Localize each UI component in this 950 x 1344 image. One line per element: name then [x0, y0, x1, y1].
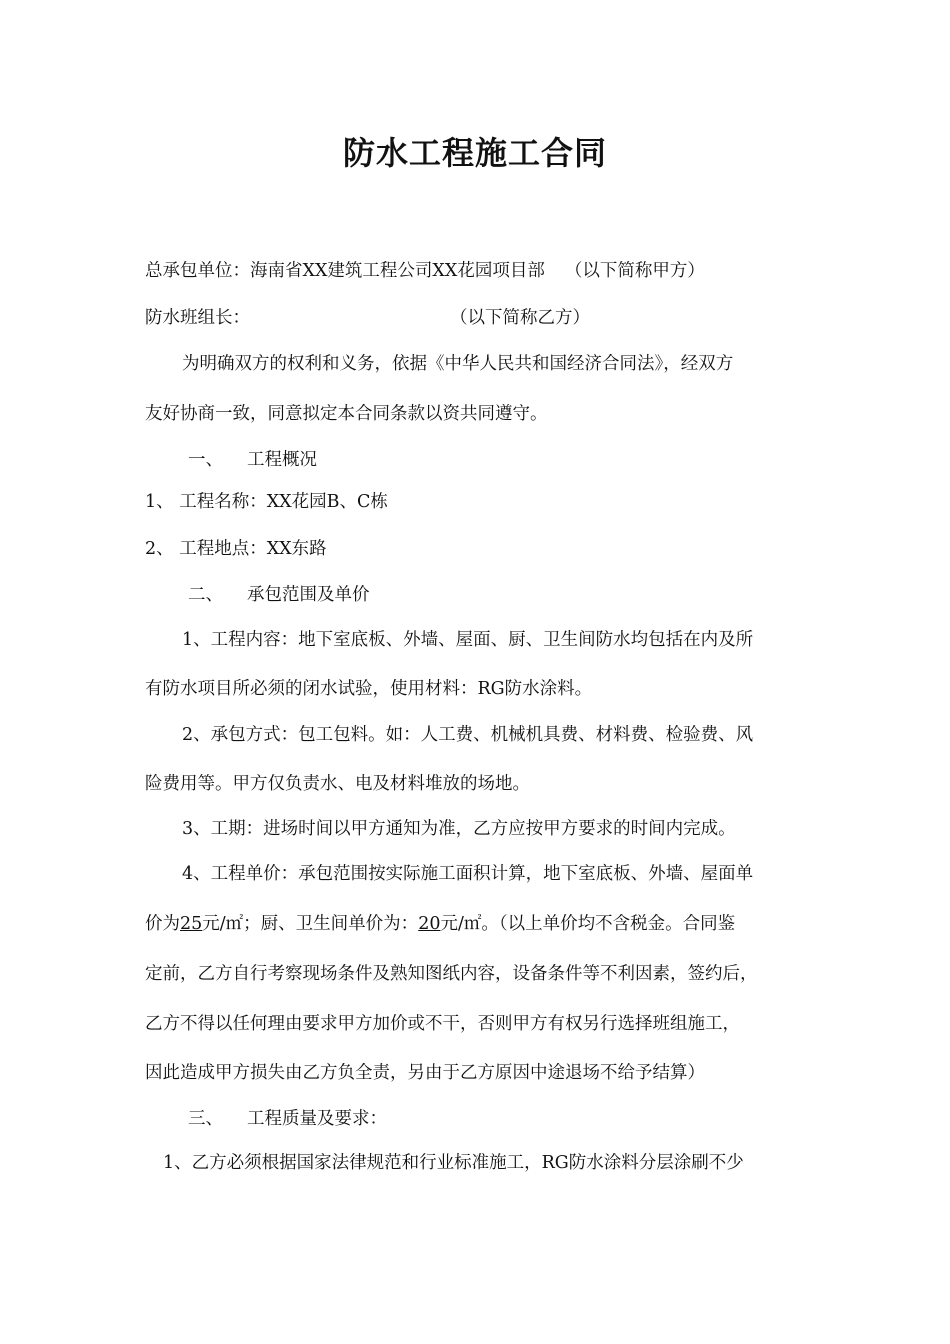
party-b-line	[145, 306, 590, 330]
party-a-line	[145, 259, 705, 283]
section-2-heading	[188, 583, 370, 607]
clause-3-line-1: 3、工期：进场时间以甲方通知为准，乙方应按甲方要求的时间内完成。	[182, 819, 736, 839]
clause-1-line-1: 1、工程内容：地下室底板、外墙、屋面、厨、卫生间防水均包括在内及所	[182, 630, 754, 650]
price-main-value: 25	[180, 914, 203, 934]
section-3-number: 三、	[188, 1109, 223, 1129]
clause-4-text-c: 元/㎡。（以上单价均不含税金。合同鉴	[440, 914, 736, 934]
section-2-number: 二、	[188, 585, 223, 605]
clause-2-line-2: 险费用等。甲方仅负责水、电及材料堆放的场地。	[145, 774, 530, 794]
party-b-label: 防水班组长：	[145, 308, 250, 328]
intro-line-2: 友好协商一致，同意拟定本合同条款以资共同遵守。	[145, 404, 548, 424]
clause-4-line-4: 乙方不得以任何理由要求甲方加价或不干，否则甲方有权另行选择班组施工，	[145, 1014, 740, 1034]
section-1-heading	[188, 448, 317, 472]
price-kitchen-value: 20	[418, 914, 441, 934]
party-a-note: （以下简称甲方）	[564, 261, 705, 281]
clause-4-text-a: 价为	[145, 914, 180, 934]
section-2-title: 承包范围及单价	[247, 585, 370, 605]
clause-4-line-3: 定前，乙方自行考察现场条件及熟知图纸内容，设备条件等不利因素，签约后，	[145, 964, 758, 984]
document-title: 防水工程施工合同	[342, 134, 607, 172]
section-1-title: 工程概况	[247, 450, 317, 470]
section-1-item-2: 2、 工程地点：XX东路	[145, 539, 327, 559]
quality-clause-1-line-1: 1、乙方必须根据国家法律规范和行业标准施工，RG防水涂料分层涂刷不少	[163, 1153, 744, 1173]
clause-4-line-1: 4、工程单价：承包范围按实际施工面积计算，地下室底板、外墙、屋面单	[182, 864, 754, 884]
section-1-number: 一、	[188, 450, 223, 470]
section-1-item-1: 1、 工程名称：XX花园B、C栋	[145, 492, 388, 512]
party-a-label: 总承包单位：	[145, 261, 250, 281]
clause-1-line-2: 有防水项目所必须的闭水试验，使用材料：RG防水涂料。	[145, 679, 593, 699]
clause-2-line-1: 2、承包方式：包工包料。如：人工费、机械机具费、材料费、检验费、风	[182, 725, 754, 745]
clause-4-line-5: 因此造成甲方损失由乙方负全责，另由于乙方原因中途退场不给予结算）	[145, 1063, 705, 1083]
clause-4-text-b: 元/㎡；厨、卫生间单价为：	[202, 914, 419, 934]
party-a-name: 海南省XX建筑工程公司XX花园项目部	[250, 261, 545, 281]
section-3-heading	[188, 1107, 387, 1131]
section-3-title: 工程质量及要求：	[247, 1109, 387, 1129]
intro-line-1: 为明确双方的权利和义务，依据《中华人民共和国经济合同法》，经双方	[182, 354, 734, 374]
clause-4-line-2	[145, 912, 735, 936]
party-b-note: （以下简称乙方）	[450, 308, 590, 328]
